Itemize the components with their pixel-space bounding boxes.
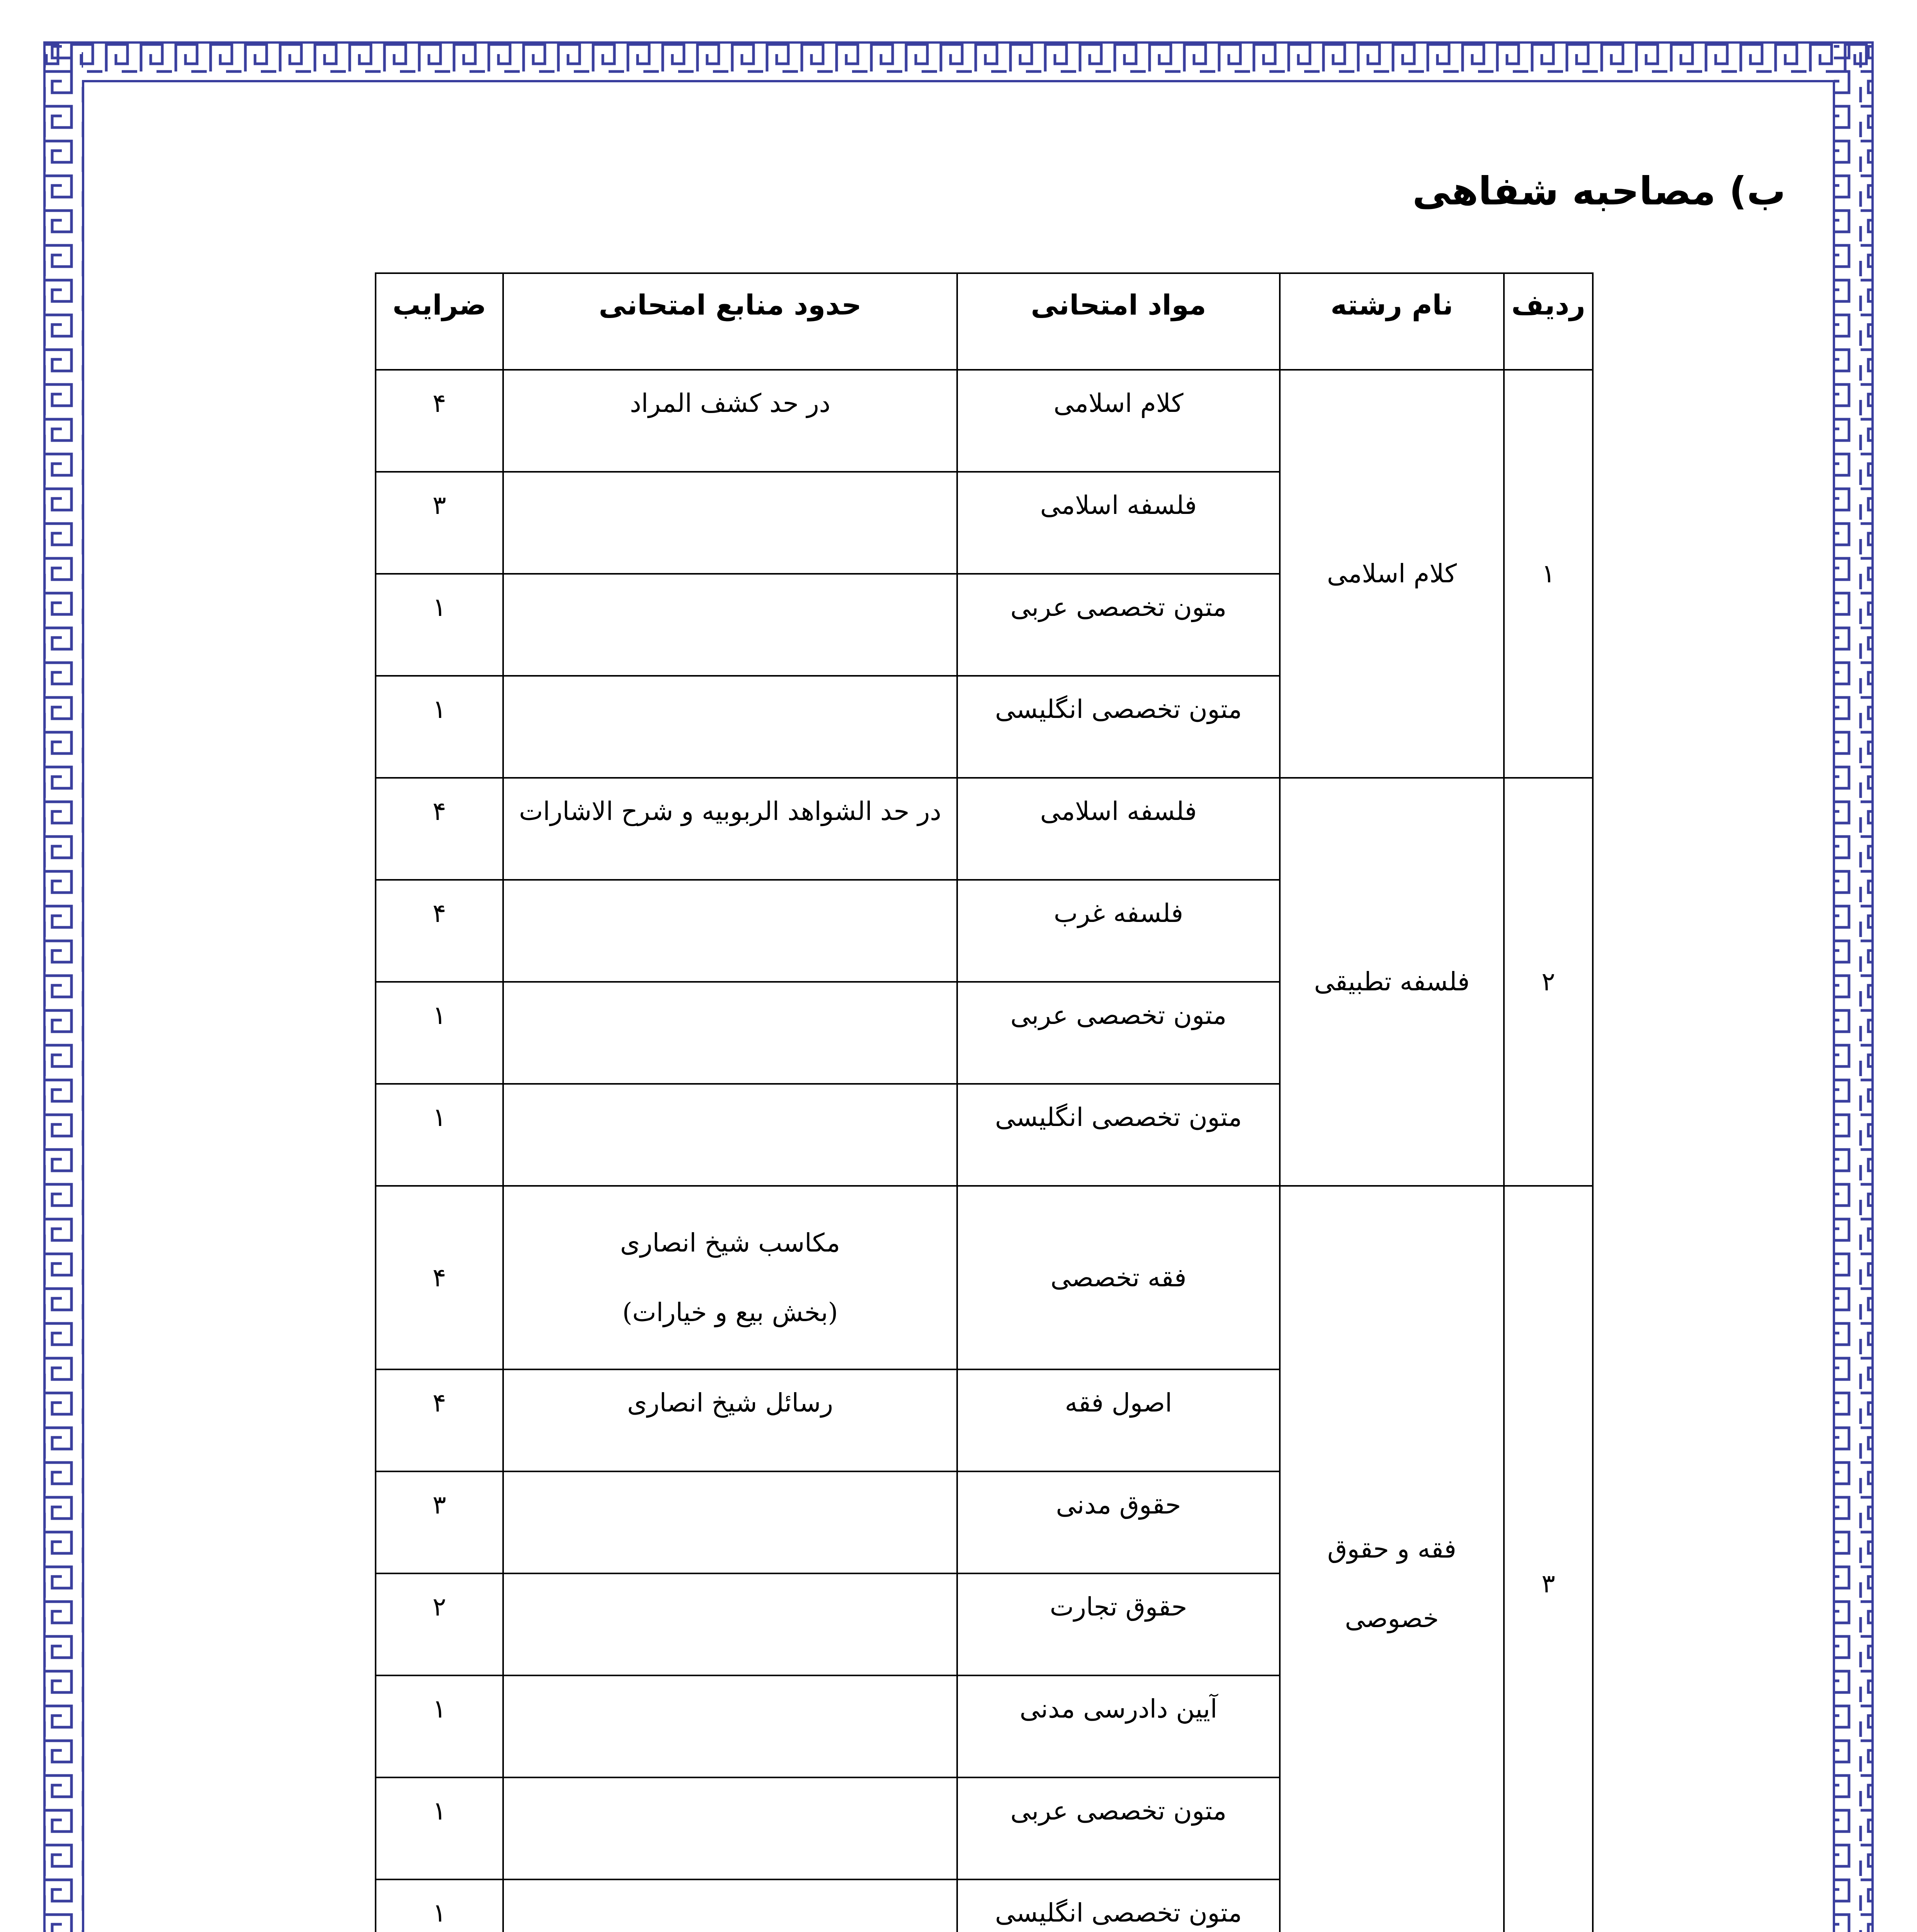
sources-cell: در حد الشواهد الربوبیه و شرح الاشارات: [503, 778, 957, 880]
subject-cell: فلسفه اسلامی: [957, 778, 1280, 880]
subject-cell: فلسفه غرب: [957, 880, 1280, 982]
subject-cell: متون تخصصی انگلیسی: [957, 1084, 1280, 1186]
sources-cell: در حد کشف المراد: [503, 370, 957, 472]
coefficient-cell: ۱: [376, 574, 503, 676]
sources-cell: [503, 1471, 957, 1573]
subject-cell: حقوق مدنی: [957, 1471, 1280, 1573]
header-sources: حدود منابع امتحانی: [503, 273, 957, 370]
sources-cell: مکاسب شیخ انصاری (بخش بیع و خیارات): [503, 1186, 957, 1369]
row-number-cell: ۳: [1504, 1186, 1593, 1932]
sources-cell: [503, 982, 957, 1084]
sources-cell: رسائل شیخ انصاری: [503, 1369, 957, 1471]
section-title: ب) مصاحبه شفاهی: [1412, 168, 1786, 214]
coefficient-cell: ۱: [376, 1084, 503, 1186]
subject-cell: متون تخصصی انگلیسی: [957, 676, 1280, 778]
subject-cell: فلسفه اسلامی: [957, 472, 1280, 574]
subject-cell: متون تخصصی عربی: [957, 982, 1280, 1084]
subject-cell: کلام اسلامی: [957, 370, 1280, 472]
subject-cell: آیین دادرسی مدنی: [957, 1675, 1280, 1777]
subject-cell: اصول فقه: [957, 1369, 1280, 1471]
sources-cell: [503, 880, 957, 982]
subject-cell: حقوق تجارت: [957, 1573, 1280, 1675]
sources-cell: [503, 1675, 957, 1777]
coefficient-cell: ۴: [376, 1186, 503, 1369]
coefficient-cell: ۱: [376, 676, 503, 778]
row-number-cell: ۱: [1504, 370, 1593, 778]
header-major: نام رشته: [1280, 273, 1504, 370]
subject-cell: متون تخصصی عربی: [957, 1777, 1280, 1879]
table-row: [376, 1186, 1593, 1369]
major-cell: کلام اسلامی: [1280, 370, 1504, 778]
sources-cell: [503, 574, 957, 676]
sources-cell: [503, 1777, 957, 1879]
coefficient-cell: ۱: [376, 1675, 503, 1777]
table-row: [376, 778, 1593, 880]
coefficient-cell: ۳: [376, 472, 503, 574]
subject-cell: متون تخصصی انگلیسی: [957, 1879, 1280, 1932]
coefficient-cell: ۴: [376, 370, 503, 472]
subject-cell: متون تخصصی عربی: [957, 574, 1280, 676]
coefficient-cell: ۱: [376, 1879, 503, 1932]
header-coefficient: ضرایب: [376, 273, 503, 370]
coefficient-cell: ۳: [376, 1471, 503, 1573]
major-cell: فلسفه تطبیقی: [1280, 778, 1504, 1186]
row-number-cell: ۲: [1504, 778, 1593, 1186]
sources-cell: [503, 472, 957, 574]
coefficient-cell: ۴: [376, 778, 503, 880]
coefficient-cell: ۴: [376, 1369, 503, 1471]
coefficient-cell: ۴: [376, 880, 503, 982]
oral-interview-table: [375, 272, 1594, 1932]
coefficient-cell: ۲: [376, 1573, 503, 1675]
table-header-row: [376, 273, 1593, 370]
header-row-no: ردیف: [1504, 273, 1593, 370]
sources-cell: [503, 1084, 957, 1186]
major-cell: فقه و حقوق خصوصی: [1280, 1186, 1504, 1932]
table-row: [376, 370, 1593, 472]
subject-cell: فقه تخصصی: [957, 1186, 1280, 1369]
coefficient-cell: ۱: [376, 1777, 503, 1879]
header-subject: مواد امتحانی: [957, 273, 1280, 370]
sources-cell: [503, 676, 957, 778]
sources-cell: [503, 1573, 957, 1675]
sources-cell: [503, 1879, 957, 1932]
coefficient-cell: ۱: [376, 982, 503, 1084]
